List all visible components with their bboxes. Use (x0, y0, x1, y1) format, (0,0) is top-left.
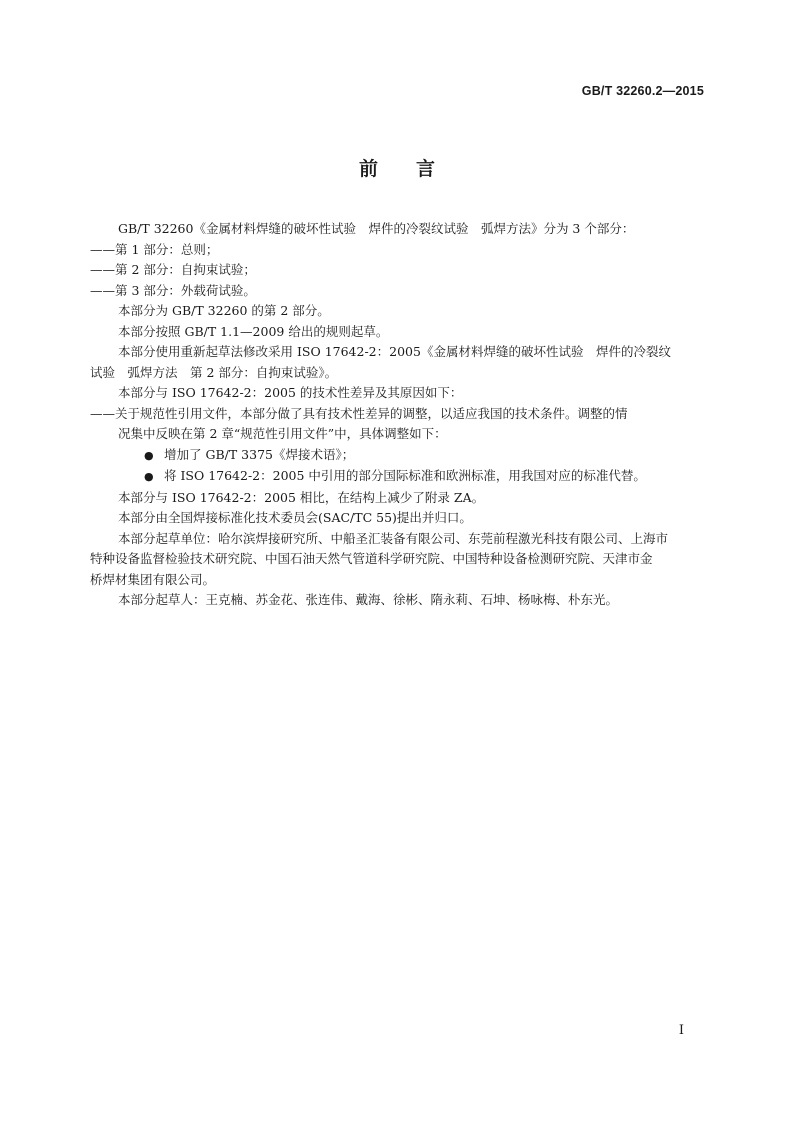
title-char-1: 前 (358, 158, 378, 180)
foreword-body (90, 219, 704, 611)
bullet-item-1 (118, 445, 704, 467)
drafters-paragraph: 本部分起草人：王克楠、苏金花、张连伟、戴海、徐彬、隋永莉、石坤、杨咏梅、朴东光。 (118, 592, 619, 607)
bullet-item-2 (118, 466, 704, 488)
page-title (0, 154, 794, 181)
adoption-paragraph-line-2: 试验 弧焊方法 第 2 部分：自拘束试验》。 (90, 364, 338, 380)
drafting-units-line-1: 本部分起草单位：哈尔滨焊接研究所、中船圣汇装备有限公司、东莞前程激光科技有限公司、上海市 (118, 530, 669, 546)
bullet-icon: ● (144, 448, 154, 462)
part-item-1: ——第 1 部分：总则； (90, 241, 219, 257)
difference-item-line-1: ——关于规范性引用文件，本部分做了具有技术性差异的调整，以适应我国的技术条件。调整的情 (90, 405, 628, 421)
rules-paragraph: 本部分按照 GB/T 1.1—2009 给出的规则起草。 (118, 323, 389, 339)
drafting-units-line-2: 特种设备监督检验技术研究院、中国石油天然气管道科学研究院、中国特种设备检测研究院、天津市金 (90, 551, 653, 566)
intro-paragraph: GB/T 32260《金属材料焊缝的破坏性试验 焊件的冷裂纹试验 弧焊方法》分为 3 个部分： (118, 221, 635, 236)
standard-code: GB/T 32260.2—2015 (581, 84, 704, 98)
drafting-units-line-3: 桥焊材集团有限公司。 (90, 571, 216, 587)
title-char-2: 言 (416, 158, 436, 180)
page-number: I (678, 1023, 684, 1038)
bullet-text: 将 ISO 17642-2：2005 中引用的部分国际标准和欧洲标准，用我国对应的标准代替。 (164, 468, 646, 483)
bullet-icon: ● (144, 470, 154, 483)
part-item-3: ——第 3 部分：外载荷试验。 (90, 282, 256, 298)
difference-item-line-2: 况集中反映在第 2 章“规范性引用文件”中，具体调整如下： (118, 426, 447, 441)
part-of-paragraph: 本部分为 GB/T 32260 的第 2 部分。 (118, 303, 330, 318)
bullet-text: 增加了 GB/T 3375《焊接术语》； (164, 446, 355, 462)
part-item-2: ——第 2 部分：自拘束试验； (90, 262, 256, 277)
differences-intro: 本部分与 ISO 17642-2：2005 的技术性差异及其原因如下： (118, 385, 463, 400)
adoption-paragraph-line-1: 本部分使用重新起草法修改采用 ISO 17642-2：2005《金属材料焊缝的破坏性试验 焊件的冷裂纹 (118, 344, 671, 359)
structure-diff-paragraph: 本部分与 ISO 17642-2：2005 相比，在结构上减少了附录 ZA。 (118, 489, 485, 505)
proposed-by-paragraph: 本部分由全国焊接标准化技术委员会(SAC/TC 55)提出并归口。 (118, 510, 472, 525)
